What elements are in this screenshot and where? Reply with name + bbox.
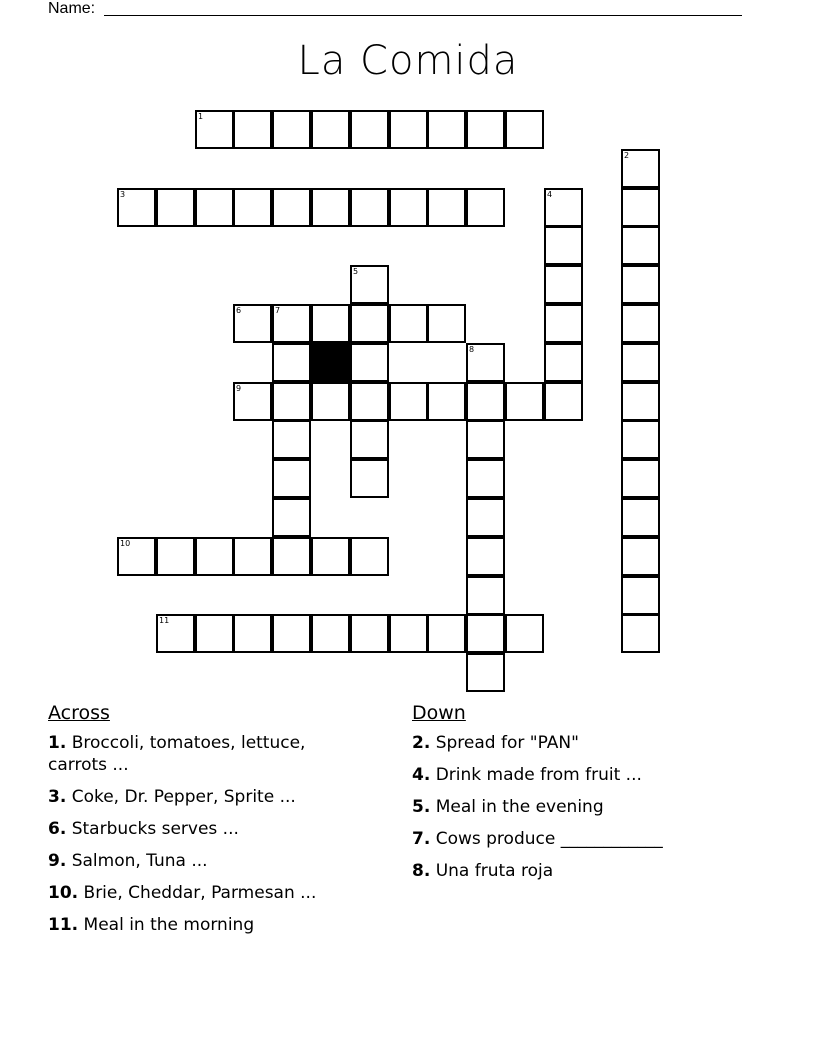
grid-cell[interactable] [233,110,272,149]
grid-cell[interactable] [544,265,583,304]
clue-number: 9 [236,384,242,393]
grid-cell[interactable] [156,188,195,227]
grid-cell[interactable] [156,537,195,576]
grid-cell[interactable] [389,110,428,149]
grid-cell[interactable] [233,614,272,653]
grid-cell[interactable] [621,226,660,265]
grid-cell[interactable] [233,188,272,227]
grid-cell[interactable] [466,498,505,537]
grid-cell[interactable] [427,382,466,421]
grid-cell[interactable] [621,343,660,382]
grid-cell[interactable] [272,110,311,149]
down-clue [412,860,712,882]
page-title: La Comida [297,38,519,84]
across-clue [48,882,368,904]
grid-cell[interactable] [272,343,311,382]
grid-cell[interactable] [389,614,428,653]
clue-text: Broccoli, tomatoes, lettuce, carrots ... [48,733,306,775]
grid-cell[interactable] [466,537,505,576]
grid-cell[interactable] [466,382,505,421]
grid-cell[interactable] [350,420,389,459]
clue-number: 11 [159,616,170,625]
down-heading: Down [412,702,466,724]
down-clue [412,828,712,850]
name-label: Name: [48,0,96,17]
across-clue [48,786,368,808]
grid-cell[interactable] [350,459,389,498]
across-clues [48,702,368,946]
clue-number: 3 [120,190,126,199]
grid-cell[interactable] [466,188,505,227]
grid-cell[interactable] [621,265,660,304]
grid-cell[interactable] [350,382,389,421]
grid-cell[interactable] [117,188,156,227]
clue-num: 1. [48,733,67,753]
grid-cell[interactable] [466,576,505,615]
grid-cell[interactable] [195,614,234,653]
clue-number: 2 [624,151,630,160]
clue-text: Spread for "PAN" [435,733,579,753]
clue-number: 7 [275,306,281,315]
grid-cell[interactable] [621,149,660,188]
grid-cell[interactable] [272,382,311,421]
grid-cell[interactable] [350,343,389,382]
grid-cell[interactable] [621,382,660,421]
grid-cell[interactable] [389,304,428,343]
clue-num: 11. [48,915,79,935]
clue-num: 9. [48,851,67,871]
grid-cell[interactable] [621,304,660,343]
grid-cell[interactable] [621,614,660,653]
clue-num: 5. [412,797,431,817]
blocked-cell [311,343,350,382]
clue-text: Coke, Dr. Pepper, Sprite ... [71,787,296,807]
grid-cell[interactable] [350,265,389,304]
clue-number: 6 [236,306,242,315]
down-clues [412,702,712,892]
grid-cell[interactable] [621,188,660,227]
grid-cell[interactable] [350,304,389,343]
grid-cell[interactable] [427,110,466,149]
grid-cell[interactable] [311,188,350,227]
across-clue [48,914,368,936]
clue-num: 3. [48,787,67,807]
grid-cell[interactable] [621,459,660,498]
clue-text: Cows produce ____________ [435,829,663,849]
grid-cell[interactable] [544,188,583,227]
down-clue [412,764,712,786]
grid-cell[interactable] [311,382,350,421]
grid-cell[interactable] [311,304,350,343]
down-clue-list [412,732,712,882]
grid-cell[interactable] [466,343,505,382]
grid-cell[interactable] [350,614,389,653]
grid-cell[interactable] [544,382,583,421]
clue-num: 10. [48,883,79,903]
grid-cell[interactable] [233,537,272,576]
grid-cell[interactable] [195,110,234,149]
grid-cell[interactable] [505,382,544,421]
grid-cell[interactable] [544,343,583,382]
clue-text: Brie, Cheddar, Parmesan ... [83,883,317,903]
grid-cell[interactable] [117,537,156,576]
across-clue [48,732,368,776]
grid-cell[interactable] [466,653,505,692]
down-clue [412,732,712,754]
grid-cell[interactable] [272,304,311,343]
across-clue-list [48,732,368,936]
grid-cell[interactable] [195,188,234,227]
grid-cell[interactable] [156,614,195,653]
clue-num: 6. [48,819,67,839]
grid-cell[interactable] [427,614,466,653]
grid-cell[interactable] [427,188,466,227]
across-heading: Across [48,702,110,724]
clue-text: Starbucks serves ... [71,819,239,839]
grid-cell[interactable] [272,498,311,537]
clue-num: 8. [412,861,431,881]
clue-num: 7. [412,829,431,849]
grid-cell[interactable] [233,304,272,343]
grid-cell[interactable] [311,614,350,653]
grid-cell[interactable] [272,459,311,498]
grid-cell[interactable] [621,420,660,459]
clue-text: Drink made from fruit ... [435,765,642,785]
across-clue [48,818,368,840]
grid-cell[interactable] [621,576,660,615]
clue-text: Una fruta roja [435,861,554,881]
down-clue [412,796,712,818]
grid-cell[interactable] [466,110,505,149]
grid-cell[interactable] [466,459,505,498]
grid-cell[interactable] [544,226,583,265]
clue-number: 5 [353,267,359,276]
clue-number: 4 [547,190,553,199]
grid-cell[interactable] [311,537,350,576]
grid-cell[interactable] [389,382,428,421]
grid-cell[interactable] [466,614,505,653]
grid-cell[interactable] [505,614,544,653]
grid-cell[interactable] [272,537,311,576]
clue-number: 8 [469,345,475,354]
clue-number: 1 [198,112,204,121]
clue-text: Meal in the morning [83,915,255,935]
grid-cell[interactable] [427,304,466,343]
grid-cell[interactable] [466,420,505,459]
grid-cell[interactable] [350,188,389,227]
grid-cell[interactable] [389,188,428,227]
across-clue [48,850,368,872]
grid-cell[interactable] [621,498,660,537]
grid-cell[interactable] [621,537,660,576]
grid-cell[interactable] [272,188,311,227]
grid-cell[interactable] [272,614,311,653]
clue-num: 2. [412,733,431,753]
grid-cell[interactable] [544,304,583,343]
clue-number: 10 [120,539,131,548]
grid-cell[interactable] [350,537,389,576]
grid-cell[interactable] [311,110,350,149]
clue-text: Salmon, Tuna ... [71,851,208,871]
grid-cell[interactable] [272,420,311,459]
grid-cell[interactable] [195,537,234,576]
clue-text: Meal in the evening [435,797,604,817]
grid-cell[interactable] [350,110,389,149]
clue-num: 4. [412,765,431,785]
grid-cell[interactable] [505,110,544,149]
grid-cell[interactable] [233,382,272,421]
